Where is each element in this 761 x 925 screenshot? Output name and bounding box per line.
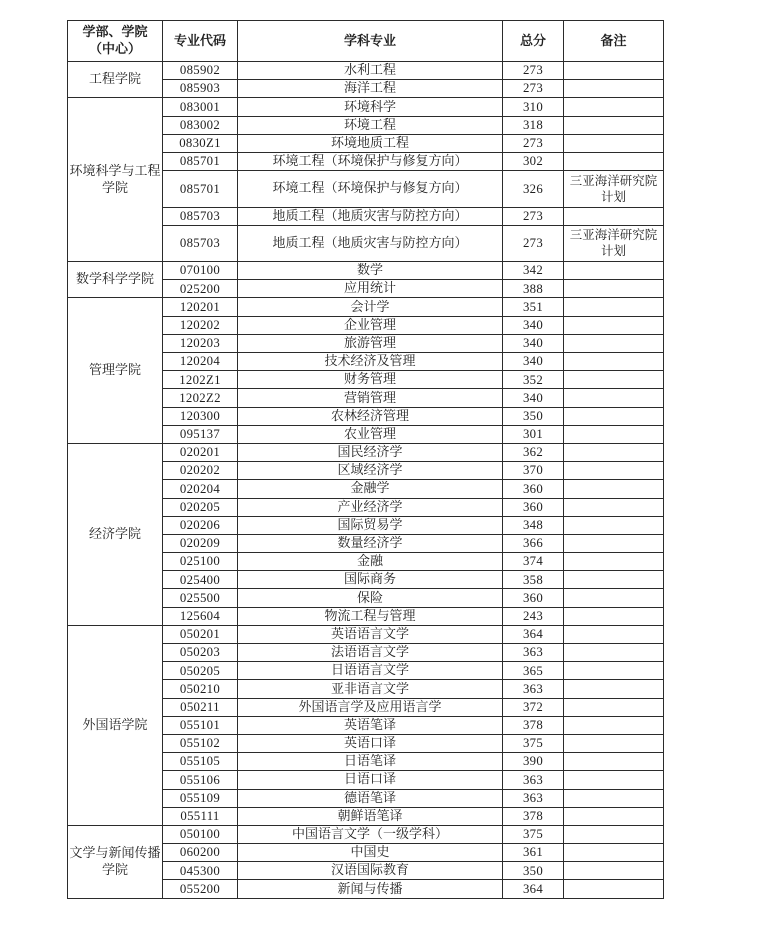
code-cell: 020202 <box>163 462 238 480</box>
header-remark: 备注 <box>564 21 664 62</box>
major-cell: 数学 <box>238 262 503 280</box>
remark-cell <box>564 553 664 571</box>
code-cell: 055105 <box>163 753 238 771</box>
code-cell: 020206 <box>163 516 238 534</box>
code-cell: 025200 <box>163 280 238 298</box>
header-row <box>68 21 664 62</box>
code-cell: 025500 <box>163 589 238 607</box>
remark-cell <box>564 571 664 589</box>
code-cell: 055102 <box>163 734 238 752</box>
score-cell: 378 <box>503 807 564 825</box>
code-cell: 085703 <box>163 207 238 225</box>
code-cell: 055111 <box>163 807 238 825</box>
admission-score-table <box>67 20 664 899</box>
code-cell: 050205 <box>163 662 238 680</box>
remark-cell <box>564 498 664 516</box>
major-cell: 汉语国际教育 <box>238 862 503 880</box>
remark-cell <box>564 698 664 716</box>
remark-cell <box>564 98 664 116</box>
major-cell: 金融学 <box>238 480 503 498</box>
major-cell: 英语语言文学 <box>238 625 503 643</box>
major-cell: 日语笔译 <box>238 753 503 771</box>
score-cell: 302 <box>503 152 564 170</box>
code-cell: 083002 <box>163 116 238 134</box>
code-cell: 120300 <box>163 407 238 425</box>
code-cell: 085902 <box>163 62 238 80</box>
code-cell: 120201 <box>163 298 238 316</box>
major-cell: 朝鲜语笔译 <box>238 807 503 825</box>
remark-cell <box>564 516 664 534</box>
remark-cell <box>564 152 664 170</box>
major-cell: 中国史 <box>238 844 503 862</box>
code-cell: 085701 <box>163 171 238 207</box>
code-cell: 055109 <box>163 789 238 807</box>
code-cell: 1202Z2 <box>163 389 238 407</box>
major-cell: 环境科学 <box>238 98 503 116</box>
code-cell: 050201 <box>163 625 238 643</box>
score-cell: 340 <box>503 389 564 407</box>
remark-cell <box>564 716 664 734</box>
code-cell: 020205 <box>163 498 238 516</box>
remark-cell <box>564 480 664 498</box>
table-row <box>68 443 664 461</box>
major-cell: 德语笔译 <box>238 789 503 807</box>
code-cell: 060200 <box>163 844 238 862</box>
major-cell: 金融 <box>238 553 503 571</box>
table-row <box>68 62 664 80</box>
remark-cell <box>564 407 664 425</box>
major-cell: 日语口译 <box>238 771 503 789</box>
remark-cell <box>564 134 664 152</box>
score-cell: 340 <box>503 316 564 334</box>
code-cell: 050210 <box>163 680 238 698</box>
major-cell: 法语语言文学 <box>238 644 503 662</box>
major-cell: 环境工程 <box>238 116 503 134</box>
score-cell: 351 <box>503 298 564 316</box>
major-cell: 营销管理 <box>238 389 503 407</box>
table-body <box>68 62 664 899</box>
remark-cell <box>564 207 664 225</box>
code-cell: 020201 <box>163 443 238 461</box>
major-cell: 数量经济学 <box>238 534 503 552</box>
major-cell: 日语语言文学 <box>238 662 503 680</box>
major-cell: 国际商务 <box>238 571 503 589</box>
college-cell: 外国语学院 <box>68 625 163 825</box>
major-cell: 区域经济学 <box>238 462 503 480</box>
code-cell: 085703 <box>163 225 238 261</box>
score-cell: 364 <box>503 880 564 898</box>
code-cell: 025100 <box>163 553 238 571</box>
major-cell: 环境工程（环境保护与修复方向） <box>238 171 503 207</box>
college-cell: 管理学院 <box>68 298 163 444</box>
code-cell: 020204 <box>163 480 238 498</box>
score-cell: 358 <box>503 571 564 589</box>
code-cell: 0830Z1 <box>163 134 238 152</box>
major-cell: 财务管理 <box>238 371 503 389</box>
major-cell: 会计学 <box>238 298 503 316</box>
score-cell: 318 <box>503 116 564 134</box>
score-cell: 360 <box>503 498 564 516</box>
remark-cell <box>564 353 664 371</box>
score-cell: 243 <box>503 607 564 625</box>
header-major-code: 专业代码 <box>163 21 238 62</box>
remark-cell <box>564 280 664 298</box>
remark-cell <box>564 589 664 607</box>
score-cell: 372 <box>503 698 564 716</box>
score-cell: 350 <box>503 407 564 425</box>
college-cell: 数学科学学院 <box>68 262 163 298</box>
major-cell: 地质工程（地质灾害与防控方向） <box>238 207 503 225</box>
remark-cell <box>564 789 664 807</box>
code-cell: 055106 <box>163 771 238 789</box>
college-cell: 经济学院 <box>68 443 163 625</box>
admission-score-table-container <box>67 20 664 899</box>
remark-cell <box>564 771 664 789</box>
code-cell: 083001 <box>163 98 238 116</box>
major-cell: 农业管理 <box>238 425 503 443</box>
major-cell: 技术经济及管理 <box>238 353 503 371</box>
score-cell: 390 <box>503 753 564 771</box>
score-cell: 273 <box>503 80 564 98</box>
score-cell: 363 <box>503 644 564 662</box>
code-cell: 050100 <box>163 825 238 843</box>
college-cell: 工程学院 <box>68 62 163 98</box>
remark-cell <box>564 753 664 771</box>
major-cell: 亚非语言文学 <box>238 680 503 698</box>
remark-cell <box>564 262 664 280</box>
remark-cell <box>564 371 664 389</box>
score-cell: 374 <box>503 553 564 571</box>
college-cell: 文学与新闻传播学院 <box>68 825 163 898</box>
score-cell: 360 <box>503 589 564 607</box>
code-cell: 120202 <box>163 316 238 334</box>
major-cell: 国民经济学 <box>238 443 503 461</box>
remark-cell <box>564 80 664 98</box>
major-cell: 中国语言文学（一级学科） <box>238 825 503 843</box>
major-cell: 保险 <box>238 589 503 607</box>
major-cell: 海洋工程 <box>238 80 503 98</box>
code-cell: 120204 <box>163 353 238 371</box>
remark-cell <box>564 807 664 825</box>
score-cell: 365 <box>503 662 564 680</box>
remark-cell <box>564 880 664 898</box>
code-cell: 050203 <box>163 644 238 662</box>
score-cell: 340 <box>503 334 564 352</box>
code-cell: 1202Z1 <box>163 371 238 389</box>
table-row <box>68 298 664 316</box>
remark-cell <box>564 644 664 662</box>
code-cell: 070100 <box>163 262 238 280</box>
code-cell: 125604 <box>163 607 238 625</box>
major-cell: 外国语言学及应用语言学 <box>238 698 503 716</box>
remark-cell <box>564 316 664 334</box>
score-cell: 375 <box>503 825 564 843</box>
score-cell: 363 <box>503 771 564 789</box>
score-cell: 301 <box>503 425 564 443</box>
remark-cell <box>564 734 664 752</box>
remark-cell <box>564 625 664 643</box>
remark-cell <box>564 425 664 443</box>
score-cell: 388 <box>503 280 564 298</box>
major-cell: 环境地质工程 <box>238 134 503 152</box>
table-row <box>68 625 664 643</box>
major-cell: 英语口译 <box>238 734 503 752</box>
major-cell: 应用统计 <box>238 280 503 298</box>
major-cell: 农林经济管理 <box>238 407 503 425</box>
score-cell: 361 <box>503 844 564 862</box>
table-header <box>68 21 664 62</box>
major-cell: 旅游管理 <box>238 334 503 352</box>
code-cell: 050211 <box>163 698 238 716</box>
remark-cell <box>564 298 664 316</box>
score-cell: 360 <box>503 480 564 498</box>
score-cell: 364 <box>503 625 564 643</box>
score-cell: 273 <box>503 207 564 225</box>
score-cell: 340 <box>503 353 564 371</box>
score-cell: 362 <box>503 443 564 461</box>
table-row <box>68 262 664 280</box>
code-cell: 020209 <box>163 534 238 552</box>
remark-cell <box>564 389 664 407</box>
remark-cell <box>564 534 664 552</box>
remark-cell: 三亚海洋研究院计划 <box>564 225 664 261</box>
score-cell: 366 <box>503 534 564 552</box>
score-cell: 378 <box>503 716 564 734</box>
remark-cell <box>564 462 664 480</box>
header-college: 学部、学院（中心） <box>68 21 163 62</box>
remark-cell <box>564 334 664 352</box>
remark-cell <box>564 62 664 80</box>
score-cell: 370 <box>503 462 564 480</box>
remark-cell <box>564 443 664 461</box>
table-row <box>68 825 664 843</box>
remark-cell <box>564 825 664 843</box>
code-cell: 085903 <box>163 80 238 98</box>
header-total-score: 总分 <box>503 21 564 62</box>
score-cell: 352 <box>503 371 564 389</box>
score-cell: 342 <box>503 262 564 280</box>
score-cell: 273 <box>503 225 564 261</box>
major-cell: 物流工程与管理 <box>238 607 503 625</box>
remark-cell <box>564 662 664 680</box>
college-cell: 环境科学与工程学院 <box>68 98 163 262</box>
score-cell: 363 <box>503 680 564 698</box>
major-cell: 地质工程（地质灾害与防控方向） <box>238 225 503 261</box>
code-cell: 045300 <box>163 862 238 880</box>
code-cell: 055101 <box>163 716 238 734</box>
major-cell: 国际贸易学 <box>238 516 503 534</box>
score-cell: 348 <box>503 516 564 534</box>
score-cell: 350 <box>503 862 564 880</box>
major-cell: 环境工程（环境保护与修复方向） <box>238 152 503 170</box>
remark-cell <box>564 680 664 698</box>
remark-cell <box>564 844 664 862</box>
major-cell: 水利工程 <box>238 62 503 80</box>
score-cell: 310 <box>503 98 564 116</box>
score-cell: 326 <box>503 171 564 207</box>
remark-cell <box>564 116 664 134</box>
major-cell: 英语笔译 <box>238 716 503 734</box>
score-cell: 363 <box>503 789 564 807</box>
code-cell: 085701 <box>163 152 238 170</box>
score-cell: 273 <box>503 62 564 80</box>
remark-cell <box>564 862 664 880</box>
score-cell: 375 <box>503 734 564 752</box>
remark-cell <box>564 607 664 625</box>
header-discipline: 学科专业 <box>238 21 503 62</box>
major-cell: 产业经济学 <box>238 498 503 516</box>
major-cell: 新闻与传播 <box>238 880 503 898</box>
code-cell: 120203 <box>163 334 238 352</box>
code-cell: 095137 <box>163 425 238 443</box>
code-cell: 055200 <box>163 880 238 898</box>
code-cell: 025400 <box>163 571 238 589</box>
score-cell: 273 <box>503 134 564 152</box>
remark-cell: 三亚海洋研究院计划 <box>564 171 664 207</box>
table-row <box>68 98 664 116</box>
major-cell: 企业管理 <box>238 316 503 334</box>
